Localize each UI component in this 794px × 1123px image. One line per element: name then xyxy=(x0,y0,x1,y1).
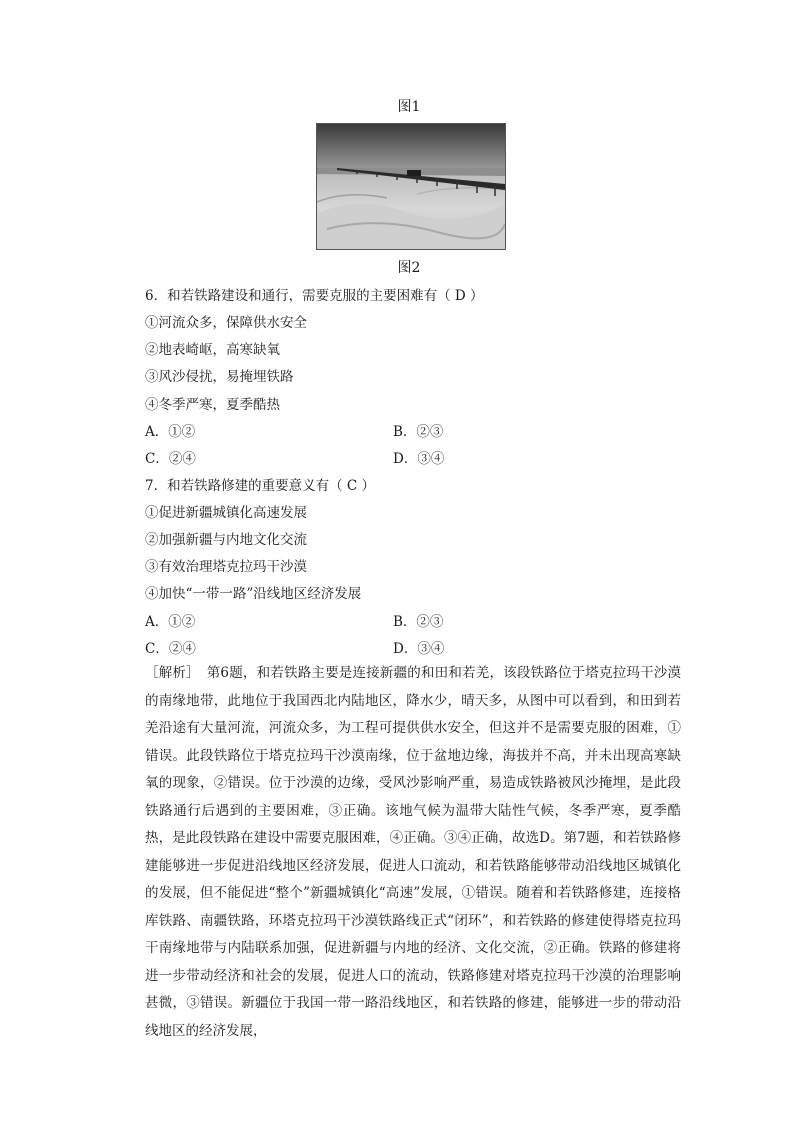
question-7-option-b: B．②③ xyxy=(393,614,444,630)
question-7-stem: 7．和若铁路修建的重要意义有（ C ） xyxy=(145,478,376,494)
question-6-item-3: ③风沙侵扰，易掩埋铁路 xyxy=(145,369,294,385)
question-7-item-3: ③有效治理塔克拉玛干沙漠 xyxy=(145,559,307,575)
question-6-item-1: ①河流众多，保障供水安全 xyxy=(145,315,307,331)
question-6-item-4: ④冬季严寒，夏季酷热 xyxy=(145,397,280,413)
question-7-option-d: D．③④ xyxy=(393,641,445,657)
question-6-item-2: ②地表崎岖，高寒缺氧 xyxy=(145,342,280,358)
question-6-option-c: C．②④ xyxy=(145,451,196,467)
figure-2-caption: 图2 xyxy=(397,260,421,276)
question-6-option-d: D．③④ xyxy=(393,451,445,467)
figure-1-caption: 图1 xyxy=(397,99,421,115)
question-7-item-2: ②加强新疆与内地文化交流 xyxy=(145,532,307,548)
question-7-option-a: A．①② xyxy=(145,614,196,630)
railway-desert-photo-icon xyxy=(317,124,505,249)
question-7-option-c: C．②④ xyxy=(145,641,196,657)
question-7-item-4: ④加快“一带一路”沿线地区经济发展 xyxy=(145,586,362,602)
question-6-stem: 6．和若铁路建设和通行，需要克服的主要困难有（ D ） xyxy=(145,288,484,304)
question-7-item-1: ①促进新疆城镇化高速发展 xyxy=(145,505,307,521)
analysis-text: ［解析］ 第6题，和若铁路主要是连接新疆的和田和若羌，该段铁路位于塔克拉玛干沙漠的南缘地带，此地位于我国西北内陆地区，降水少，晴天多，从图中可以看到，和田到若羌沿途有大量河流，河流众多，为工程可提供供水安全，但这并不是需要克服的困难，①错误。此段铁路位于塔克拉玛干沙漠南缘，位于盆地边缘，海拔并不高，并未出现高寒缺氧的现象，②错误。位于沙漠的边缘，受风沙影响严重，易造成铁路被风沙掩埋，是此段铁路通行后遇到的主要困难，③正确。该地气候为温带大陆性气候，冬季严寒，夏季酷热，是此段铁路在建设中需要克服困难，④正确。③④正确，故选D。第7题，和若铁路修建能够进一步促进沿线地区经济发展，促进人口流动，和若铁路能够带动沿线地区城镇化的发展，但不能促进“整个”新疆城镇化“高速”发展，①错误。随着和若铁路修建，连接格库铁路、南疆铁路，环塔克拉玛干沙漠铁路线正式“闭环”，和若铁路的修建使得塔克拉玛干南缘地带与内陆联系加强，促进新疆与内地的经济、文化交流，②正确。铁路的修建将进一步带动经济和社会的发展，促进人口的流动，铁路修建对塔克拉玛干沙漠的治理影响甚微，③错误。新疆位于我国一带一路沿线地区，和若铁路的修建，能够进一步的带动沿线地区的经济发展， xyxy=(145,665,681,1039)
question-6-option-b: B．②③ xyxy=(393,424,444,440)
analysis-paragraph xyxy=(145,660,681,1045)
question-6-option-a: A．①② xyxy=(145,424,196,440)
figure-2-photo xyxy=(316,123,506,250)
